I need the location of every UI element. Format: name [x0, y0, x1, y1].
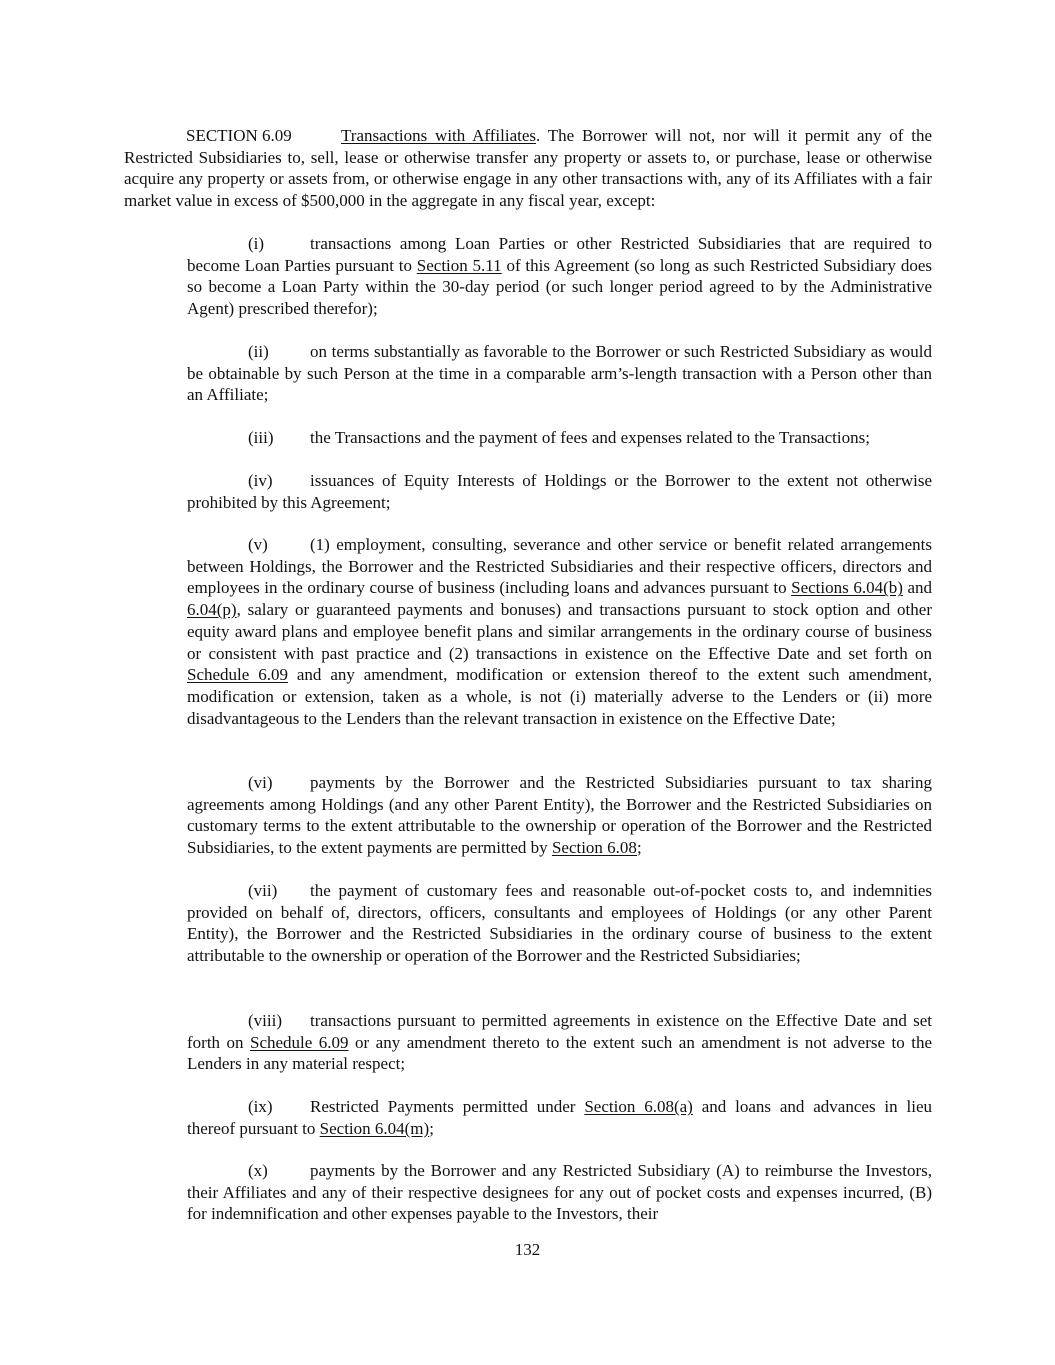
schedule-reference: Schedule 6.09 [187, 665, 288, 685]
clause-ix: (ix) Restricted Payments permitted under Section 6.08(a) and loans and advances in lieu thereof pursuant to Section 6.04(m); [187, 1097, 932, 1138]
clause-number: (v) [248, 535, 268, 554]
clause-number: (viii) [248, 1011, 282, 1030]
clause-number: (vi) [248, 773, 273, 792]
section-reference: Sections 6.04(b) [791, 578, 903, 598]
clause-iv: (iv) issuances of Equity Interests of Holdings or the Borrower to the extent not otherwise prohibited by this Agreement; [187, 471, 932, 512]
clause-number: (iii) [248, 428, 274, 447]
clause-vi: (vi) payments by the Borrower and the Restricted Subsidiaries pursuant to tax sharing agreements among Holdings (and any other Parent Entity), the Borrower and the Restricted Subsidiaries on customary terms to the extent attributable to the ownership or operation of the Borrower and the Restricted Subsidiaries, to the extent payments are permitted by Section 6.08; [187, 773, 932, 858]
clause-iii: (iii) the Transactions and the payment of fees and expenses related to the Transactions; [248, 428, 870, 447]
section-reference: Section 6.04(m) [319, 1118, 430, 1138]
page-number: 132 [514, 1240, 541, 1259]
clause-number: (ix) [248, 1097, 273, 1116]
section-reference: Section 6.08(a) [584, 1097, 693, 1116]
section-6-09-paragraph [124, 125, 932, 212]
clause-number: (ii) [248, 342, 269, 361]
section-intro-text: . The Borrower will not, nor will it permit any of the Restricted Subsidiaries to, sell, lease or otherwise transfer any property or assets to, or purchase, lease or otherwise acquire any property or assets from, or otherwise engage in any other transactions with, any of its Affiliates with a fair market value in excess of $500,000 in the aggregate in any fiscal year, except: [124, 126, 932, 211]
clause-number: (x) [248, 1161, 268, 1180]
section-reference: Section 5.11 [416, 255, 502, 275]
schedule-reference: Schedule 6.09 [250, 1032, 349, 1052]
clause-number: (i) [248, 234, 265, 253]
section-title: Transactions with Affiliates [341, 126, 537, 145]
clause-ii: (ii) on terms substantially as favorable to the Borrower or such Restricted Subsidiary as would be obtainable by such Person at the time in a comparable arm’s-length transaction with a Person other than an Affiliate; [187, 342, 932, 405]
clause-viii: (viii) transactions pursuant to permitted agreements in existence on the Effective Date and set forth on Schedule 6.09 or any amendment thereto to the extent such an amendment is not adverse to the Lenders in any material respect; [187, 1011, 932, 1074]
clause-i: (i) transactions among Loan Parties or other Restricted Subsidiaries that are required to become Loan Parties pursuant to Section 5.11 of this Agreement (so long as such Restricted Subsidiary does so become a Loan Party within the 30-day period (or such longer period agreed to by the Administrative Agent) prescribed therefor); [187, 234, 933, 319]
section-number: SECTION 6.09 [186, 126, 292, 145]
section-reference: 6.04(p) [187, 600, 237, 620]
clause-vii: (vii) the payment of customary fees and reasonable out-of-pocket costs to, and indemnities provided on behalf of, directors, officers, consultants and employees of Holdings (or any other Parent Entity), the Borrower and the Restricted Subsidiaries in the ordinary course of business to the extent attributable to the ownership or operation of the Borrower and the Restricted Subsidiaries; [187, 881, 932, 966]
clause-number: (vii) [248, 881, 278, 900]
clause-v: (v) (1) employment, consulting, severance and other service or benefit related arrangements between Holdings, the Borrower and the Restricted Subsidiaries and their respective officers, directors and employees in the ordinary course of business (including loans and advances pursuant to Sections 6.04(b) and 6.04(p), salary or guaranteed payments and bonuses) and transactions pursuant to stock option and other equity award plans and employee benefit plans and similar arrangements in the ordinary course of business or consistent with past practice and (2) transactions in existence on the Effective Date and set forth on Schedule 6.09 and any amendment, modification or extension thereof to the extent such amendment, modification or extension, taken as a whole, is not (i) materially adverse to the Lenders or (ii) more disadvantageous to the Lenders than the relevant transaction in existence on the Effective Date; [187, 535, 933, 728]
clause-x: (x) payments by the Borrower and any Restricted Subsidiary (A) to reimburse the Investors, their Affiliates and any of their respective designees for any out of pocket costs and expenses incurred, (B) for indemnification and other expenses payable to the Investors, their [187, 1161, 932, 1224]
section-reference: Section 6.08 [551, 838, 637, 858]
clause-number: (iv) [248, 471, 273, 490]
